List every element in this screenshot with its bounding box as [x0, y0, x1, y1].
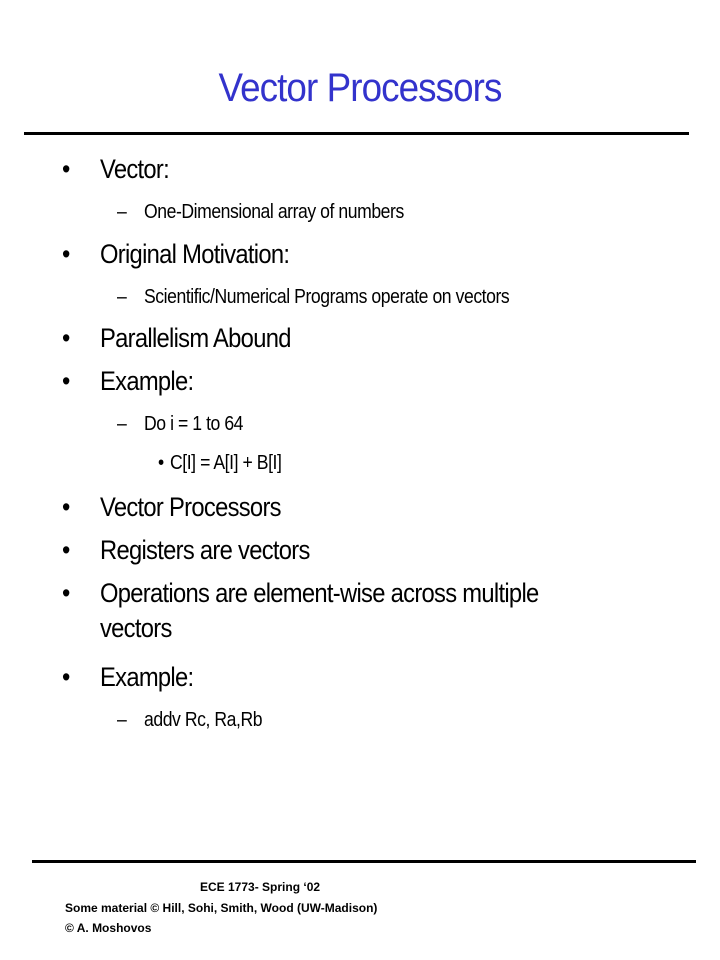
bullet-marker: • — [62, 239, 70, 269]
bullet-registers: Registers are vectors — [100, 535, 310, 565]
bullet-original-motivation: Original Motivation: — [100, 239, 290, 269]
dash-marker: – — [117, 201, 127, 223]
dash-marker: – — [117, 709, 127, 731]
sub-bullet-instruction: addv Rc, Ra,Rb — [144, 709, 263, 731]
bullet-operations-line-1: Operations are element-wise across multiple — [100, 578, 539, 608]
dash-marker: – — [117, 413, 127, 435]
bullet-marker: • — [62, 535, 70, 565]
bullet-marker: • — [62, 366, 70, 396]
bullet-example-1: Example: — [100, 366, 194, 396]
sub-bullet-definition: One-Dimensional array of numbers — [144, 201, 404, 223]
bullet-operations-line-2: vectors — [100, 613, 172, 643]
bullet-marker: • — [62, 492, 70, 522]
footer-author: © A. Moshovos — [65, 921, 152, 935]
dash-marker: – — [117, 286, 127, 308]
bullet-marker: • — [62, 154, 70, 184]
bullet-marker: • — [158, 452, 164, 474]
footer-divider — [32, 860, 696, 863]
sub-bullet-motivation: Scientific/Numerical Programs operate on vectors — [144, 286, 510, 308]
title-divider — [24, 132, 689, 135]
footer-credit: Some material © Hill, Sohi, Smith, Wood (UW-Madison) — [65, 901, 378, 915]
bullet-vector: Vector: — [100, 154, 170, 184]
sub-sub-bullet-statement: C[I] = A[I] + B[I] — [170, 452, 282, 474]
bullet-marker: • — [62, 662, 70, 692]
bullet-example-2: Example: — [100, 662, 194, 692]
slide-title: Vector Processors — [218, 66, 502, 110]
bullet-marker: • — [62, 323, 70, 353]
sub-bullet-loop: Do i = 1 to 64 — [144, 413, 244, 435]
bullet-parallelism: Parallelism Abound — [100, 323, 291, 353]
footer-course: ECE 1773- Spring ‘02 — [200, 880, 321, 894]
bullet-vector-processors: Vector Processors — [100, 492, 281, 522]
bullet-marker: • — [62, 578, 70, 608]
